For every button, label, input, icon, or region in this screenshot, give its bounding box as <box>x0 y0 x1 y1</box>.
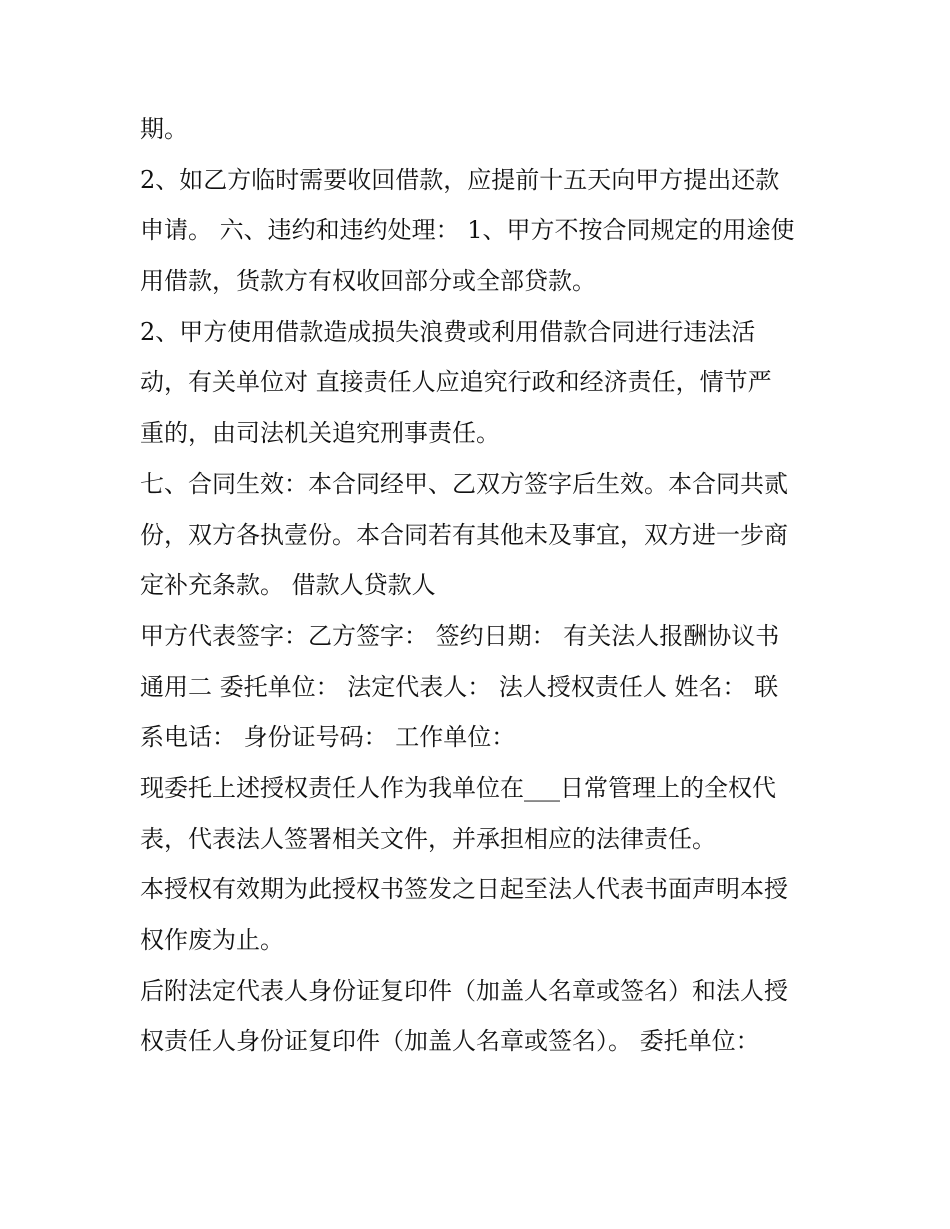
text-line: 现委托上述授权责任人作为我单位在___日常管理上的全权代 <box>140 773 776 802</box>
text-line: 七、合同生效：本合同经甲、乙双方签字后生效。本合同共贰 <box>140 469 788 498</box>
text-line: 表，代表法人签署相关文件，并承担相应的法律责任。 <box>140 824 716 853</box>
text-line: 通用二 委托单位： 法定代表人： 法人授权责任人 姓名： 联 <box>140 672 779 701</box>
text-line: 份，双方各执壹份。本合同若有其他未及事宜，双方进一步商 <box>140 520 788 549</box>
text-line: 甲方代表签字：乙方签字： 签约日期： 有关法人报酬协议书 <box>140 621 780 650</box>
text-line: 后附法定代表人身份证复印件（加盖人名章或签名）和法人授 <box>140 976 788 1005</box>
text-line: 2、甲方使用借款造成损失浪费或利用借款合同进行违法活 <box>140 317 756 346</box>
text-line: 系电话： 身份证号码： 工作单位： <box>140 723 516 752</box>
text-line: 权作废为止。 <box>140 926 284 954</box>
text-line: 权责任人身份证复印件（加盖人名章或签名）。 委托单位： <box>140 1027 760 1056</box>
text-line: 重的，由司法机关追究刑事责任。 <box>140 419 500 448</box>
text-line: 申请。 六、违约和违约处理： 1、甲方不按合同规定的用途使 <box>140 216 795 245</box>
text-line: 定补充条款。 借款人贷款人 <box>140 571 436 600</box>
text-line: 本授权有效期为此授权书签发之日起至法人代表书面声明本授 <box>140 875 788 904</box>
text-line: 用借款，货款方有权收回部分或全部贷款。 <box>140 267 596 296</box>
text-line: 期。 <box>140 115 188 143</box>
text-line: 2、如乙方临时需要收回借款，应提前十五天向甲方提出还款 <box>140 165 780 194</box>
text-line: 动，有关单位对 直接责任人应追究行政和经济责任，情节严 <box>140 368 772 397</box>
document-body <box>140 104 830 1067</box>
